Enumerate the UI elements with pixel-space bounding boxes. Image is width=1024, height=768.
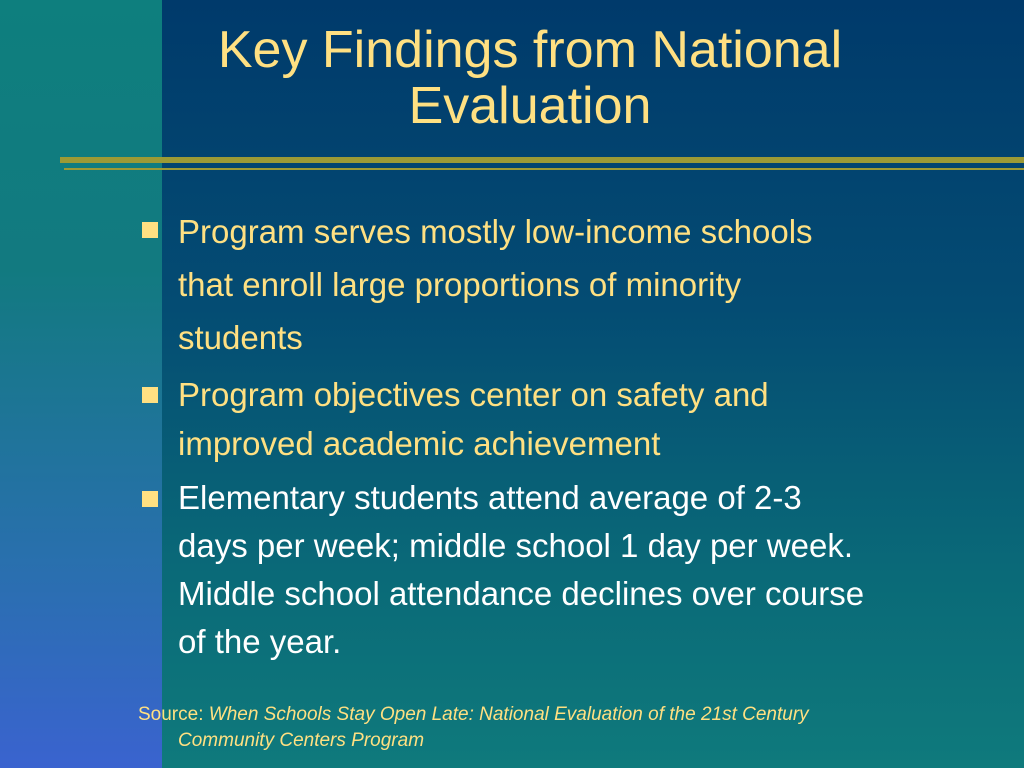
title-line-2: Evaluation xyxy=(408,77,652,135)
bullet-line: of the year. xyxy=(178,623,342,660)
bullet-line: Program serves mostly low-income schools xyxy=(178,213,813,250)
title-divider-thin xyxy=(64,168,1024,170)
bullet-line: Elementary students attend average of 2-3 xyxy=(178,479,802,516)
bullet-line: Middle school attendance declines over course xyxy=(178,575,865,612)
title-divider-thick xyxy=(60,157,1024,163)
square-bullet-icon xyxy=(142,491,158,507)
bullet-line: that enroll large proportions of minority xyxy=(178,266,742,303)
source-label: Source: xyxy=(138,704,209,725)
bullet-list xyxy=(140,205,1020,672)
source-citation xyxy=(138,702,1018,754)
bullet-line: improved academic achievement xyxy=(178,425,661,462)
source-title-line-2: Community Centers Program xyxy=(178,730,425,751)
bullet-line: students xyxy=(178,319,303,356)
bullet-item xyxy=(140,474,1020,666)
title-line-1: Key Findings from National xyxy=(217,21,843,79)
slide-title xyxy=(100,22,960,134)
bullet-item xyxy=(140,205,1020,364)
bullet-item xyxy=(140,370,1020,468)
source-title-line-1: When Schools Stay Open Late: National Evaluation of the 21st Century xyxy=(208,704,809,725)
square-bullet-icon xyxy=(142,387,158,403)
bullet-line: days per week; middle school 1 day per week. xyxy=(178,527,854,564)
square-bullet-icon xyxy=(142,222,158,238)
bullet-line: Program objectives center on safety and xyxy=(178,376,769,413)
